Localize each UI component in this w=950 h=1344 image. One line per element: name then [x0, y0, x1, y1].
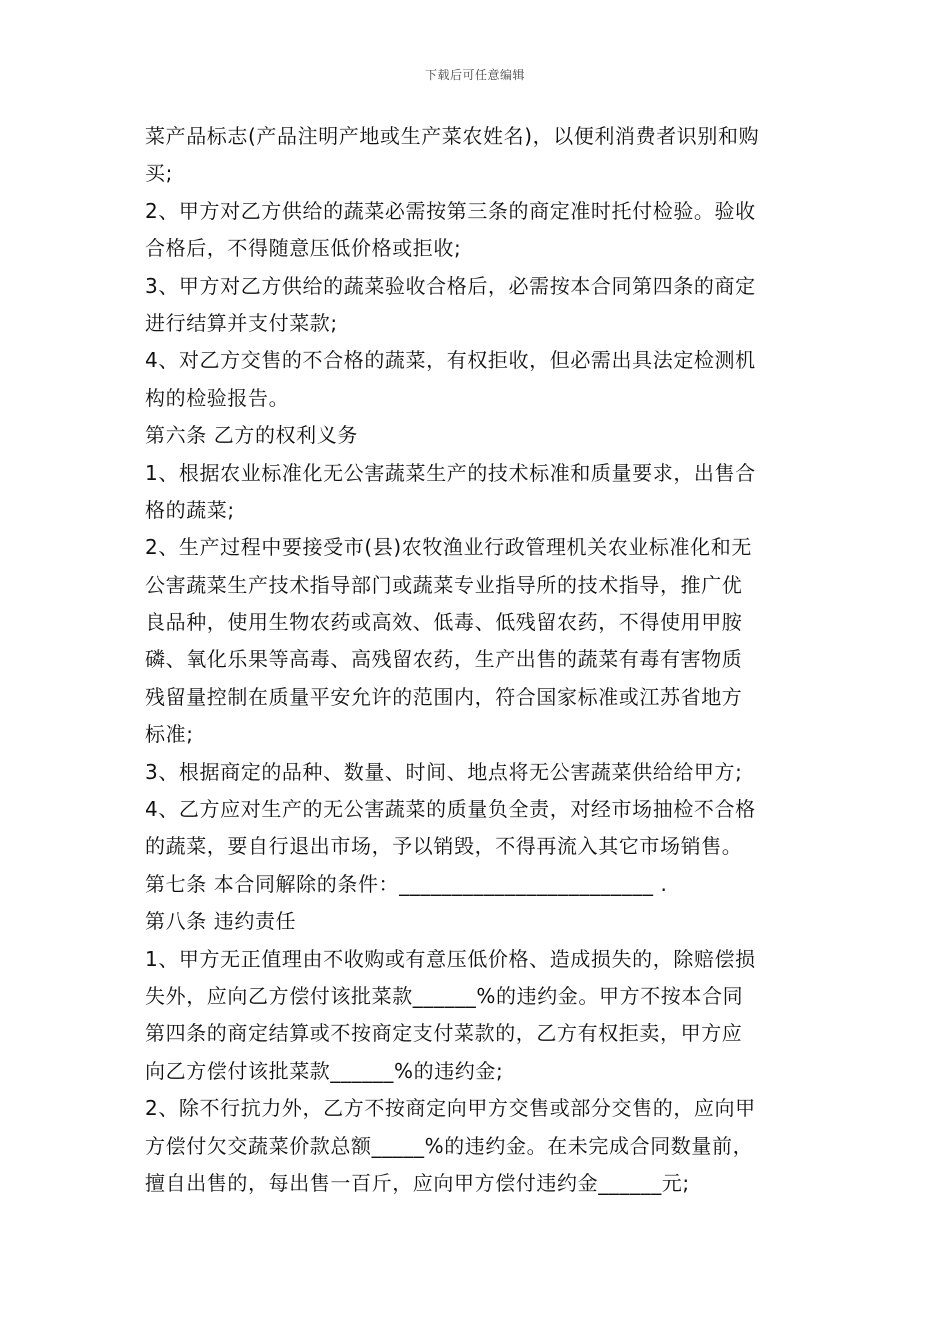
text-line: 公害蔬菜生产技术指导部门或蔬菜专业指导所的技术指导，推广优 [145, 572, 743, 597]
text-line: 第八条 违约责任 [145, 909, 297, 934]
text-line: 第七条 本合同解除的条件：________________________ . [145, 871, 668, 896]
text-line: 4、乙方应对生产的无公害蔬菜的质量负全责，对经市场抽检不合格 [145, 797, 756, 822]
text-line: 良品种，使用生物农药或高效、低毒、低残留农药，不得使用甲胺 [145, 610, 743, 635]
text-line: 擅自出售的，每出售一百斤，应向甲方偿付违约金______元; [145, 1170, 690, 1195]
text-line: 2、甲方对乙方供给的蔬菜必需按第三条的商定准时托付检验。验收 [145, 198, 756, 223]
text-line: 买; [145, 161, 173, 186]
page-header: 下载后可任意编辑 [424, 68, 525, 82]
text-line: 标准; [145, 722, 194, 747]
text-line: 4、对乙方交售的不合格的蔬菜，有权拒收，但必需出具法定检测机 [145, 348, 756, 373]
text-line: 构的检验报告。 [145, 385, 290, 410]
text-line: 1、甲方无正值理由不收购或有意压低价格、造成损失的，除赔偿损 [145, 946, 756, 971]
text-line: 格的蔬菜; [145, 497, 235, 522]
text-line: 进行结算并支付菜款; [145, 310, 338, 335]
text-line: 磷、氧化乐果等高毒、高残留农药，生产出售的蔬菜有毒有害物质 [145, 647, 743, 672]
text-line: 第六条 乙方的权利义务 [145, 423, 358, 448]
text-line: 1、根据农业标准化无公害蔬菜生产的技术标准和质量要求，出售合 [145, 460, 756, 485]
text-line: 合格后，不得随意压低价格或拒收; [145, 236, 462, 261]
text-line: 第四条的商定结算或不按商定支付菜款的，乙方有权拒卖，甲方应 [145, 1021, 743, 1046]
text-line: 3、甲方对乙方供给的蔬菜验收合格后，必需按本合同第四条的商定 [145, 273, 756, 298]
text-line: 2、除不行抗力外，乙方不按商定向甲方交售或部分交售的，应向甲 [145, 1096, 756, 1121]
document-body [145, 118, 810, 1202]
text-line: 残留量控制在质量平安允许的范围内，符合国家标准或江苏省地方 [145, 684, 743, 709]
text-line: 向乙方偿付该批菜款______%的违约金; [145, 1058, 504, 1083]
text-line: 3、根据商定的品种、数量、时间、地点将无公害蔬菜供给给甲方; [145, 759, 743, 784]
text-line: 菜产品标志(产品注明产地或生产菜农姓名)，以便利消费者识别和购 [145, 124, 760, 148]
text-line: 失外，应向乙方偿付该批菜款______%的违约金。甲方不按本合同 [145, 983, 744, 1008]
text-line: 方偿付欠交蔬菜价款总额_____%的违约金。在未完成合同数量前， [145, 1133, 754, 1158]
text-line: 2、生产过程中要接受市(县)农牧渔业行政管理机关农业标准化和无 [145, 535, 752, 560]
text-line: 的蔬菜，要自行退出市场，予以销毁，不得再流入其它市场销售。 [145, 834, 743, 859]
